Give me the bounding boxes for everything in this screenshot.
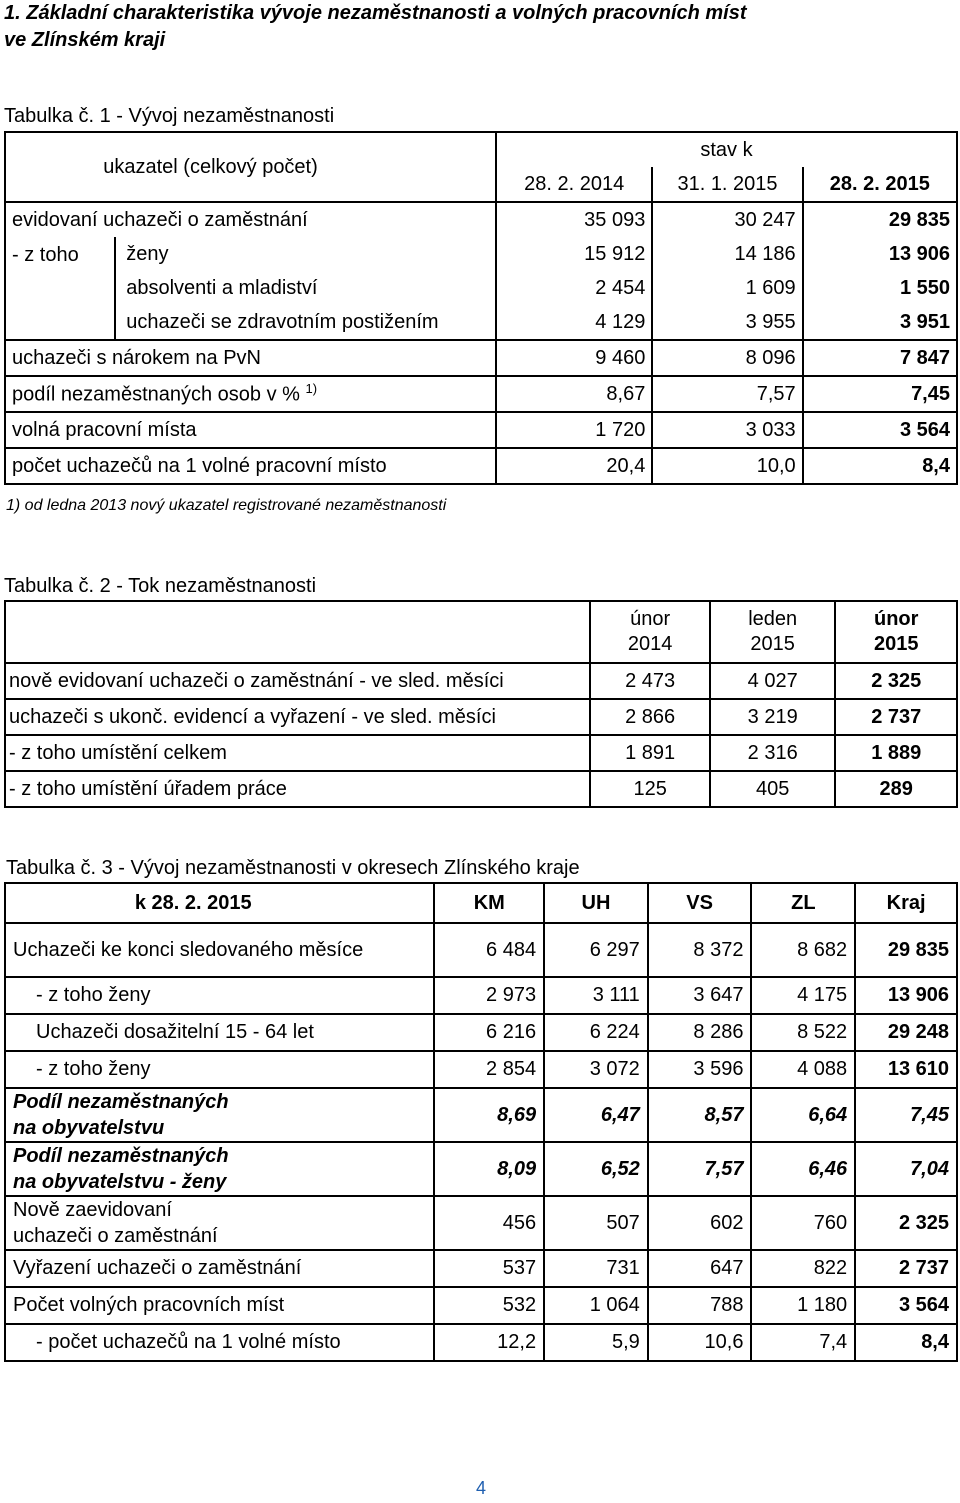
table3-cell: 6,46 (751, 1142, 855, 1196)
table1-cell: 10,0 (652, 448, 802, 484)
table3-cell: 4 175 (751, 977, 855, 1014)
table1-row-label: absolventi a mladiství (115, 271, 496, 305)
table3-row-label: - počet uchazečů na 1 volné místo (5, 1324, 434, 1361)
table1-row-label: uchazeči se zdravotním postižením (115, 305, 496, 340)
table1-cell: 29 835 (888, 208, 950, 231)
table2-cell: 2 325 (871, 669, 922, 692)
table1-row-label: uchazeči s nárokem na PvN (5, 340, 496, 376)
table2-cell: 3 219 (710, 699, 836, 735)
table-row (5, 699, 957, 735)
table3-col-0: KM (434, 883, 544, 923)
table3-cell: 6,64 (751, 1088, 855, 1142)
table3-cell: 7,4 (751, 1324, 855, 1361)
table3-cell: 788 (648, 1287, 752, 1324)
table2-col-1-l2: 2015 (750, 633, 795, 655)
table3-cell: 2 325 (898, 1211, 949, 1234)
table3-caption: Tabulka č. 3 - Vývoj nezaměstnanosti v okresech Zlínského kraje (6, 857, 580, 879)
table3-cell: 731 (544, 1250, 648, 1287)
footnote-marker: 1) (305, 381, 318, 397)
table1-col-0: 28. 2. 2014 (496, 167, 652, 202)
table1-cell: 35 093 (496, 202, 652, 237)
table3-cell: 5,9 (544, 1324, 648, 1361)
table2-cell: 2 316 (710, 735, 836, 771)
table1-cell: 3 564 (899, 418, 950, 441)
table2-row-label: nově evidovaní uchazeči o zaměstnání - ve sled. měsíci (5, 663, 590, 699)
table-row (5, 1196, 957, 1250)
table1-row-label-text: podíl nezaměstnaných osob v % (12, 383, 300, 406)
table3-row-label (5, 1196, 434, 1250)
table3-cell: 456 (434, 1196, 544, 1250)
table-row (5, 412, 957, 448)
table3-row-label: - z toho ženy (5, 1051, 434, 1088)
table3-cell: 822 (751, 1250, 855, 1287)
table3-cell: 8,4 (921, 1331, 949, 1353)
table-row (5, 923, 957, 977)
table1-header-label: ukazatel (celkový počet) (5, 132, 496, 202)
table2-col-0 (590, 601, 710, 663)
table2-cell: 4 027 (710, 663, 836, 699)
table2 (4, 600, 958, 808)
table-row (5, 1051, 957, 1088)
table1-col-2: 28. 2. 2015 (829, 172, 930, 195)
table1-cell: 1 609 (652, 271, 802, 305)
table3-cell: 2 854 (434, 1051, 544, 1088)
table1-cell: 1 550 (899, 276, 950, 299)
table1-row-label: ženy (115, 237, 496, 271)
table1-row-label: volná pracovní místa (5, 412, 496, 448)
table3-row-label-l1: Podíl nezaměstnaných (13, 1091, 229, 1113)
table3-cell: 8,57 (648, 1088, 752, 1142)
table3-cell: 537 (434, 1250, 544, 1287)
table2-col-2 (835, 601, 957, 663)
table-row (5, 340, 957, 376)
table1-header-row-1 (5, 132, 957, 167)
table3-cell: 4 088 (751, 1051, 855, 1088)
table1-cell: 8 096 (652, 340, 802, 376)
table3-cell: 7,04 (910, 1157, 949, 1180)
table3-row-label: - z toho ženy (5, 977, 434, 1014)
table3-row-label: Počet volných pracovních míst (5, 1287, 434, 1324)
table3-cell: 507 (544, 1196, 648, 1250)
table3-row-label: Uchazeči dosažitelní 15 - 64 let (5, 1014, 434, 1051)
table3-cell: 12,2 (434, 1324, 544, 1361)
table1-cell: 3 033 (652, 412, 802, 448)
table-row (5, 271, 957, 305)
table-row (5, 1250, 957, 1287)
table1-cell: 8,4 (922, 454, 950, 477)
table1-cell: 7,45 (911, 382, 950, 405)
table3-cell: 8 286 (648, 1014, 752, 1051)
table1-header-group: stav k (700, 138, 753, 161)
table-row (5, 237, 957, 271)
table3-cell: 3 072 (544, 1051, 648, 1088)
table3-cell: 13 610 (887, 1058, 949, 1080)
table-row (5, 1088, 957, 1142)
table2-row-label: - z toho umístění úřadem práce (5, 771, 590, 807)
table3-cell: 647 (648, 1250, 752, 1287)
table-row (5, 305, 957, 340)
table2-cell: 289 (879, 777, 913, 800)
table2-header-row (5, 601, 957, 663)
table2-col-2-l1: únor (874, 608, 919, 630)
table1-cell: 13 906 (888, 242, 950, 265)
table3-cell: 3 647 (648, 977, 752, 1014)
table1-row-label (5, 376, 496, 412)
table1-cell: 8,67 (496, 376, 652, 412)
table3-row-label-l2: na obyvatelstvu (13, 1117, 165, 1139)
table3-cell: 29 248 (887, 1021, 949, 1043)
table3-col-2: VS (648, 883, 752, 923)
table1-cell: 7,57 (652, 376, 802, 412)
table2-cell: 2 737 (871, 705, 922, 728)
table-row (5, 1014, 957, 1051)
table1 (4, 131, 958, 485)
table3-row-label-l2: uchazeči o zaměstnání (13, 1225, 218, 1247)
table3-col-3: ZL (751, 883, 855, 923)
table3 (4, 882, 958, 1362)
table3-cell: 1 064 (544, 1287, 648, 1324)
table2-row-label: uchazeči s ukonč. evidencí a vyřazení - ve sled. měsíci (5, 699, 590, 735)
table3-col-1: UH (544, 883, 648, 923)
table2-row-label: - z toho umístění celkem (5, 735, 590, 771)
table3-cell: 3 596 (648, 1051, 752, 1088)
table2-col-2-l2: 2015 (873, 633, 919, 655)
table3-col-4: Kraj (886, 891, 926, 914)
table1-cell: 3 955 (652, 305, 802, 340)
table3-cell: 8 682 (751, 923, 855, 977)
table3-cell: 3 111 (544, 977, 648, 1014)
table3-cell: 602 (648, 1196, 752, 1250)
table1-cell: 20,4 (496, 448, 652, 484)
table3-cell: 6 216 (434, 1014, 544, 1051)
table2-cell: 1 889 (871, 741, 922, 764)
table-row (5, 448, 957, 484)
table-row (5, 376, 957, 412)
table3-cell: 6 224 (544, 1014, 648, 1051)
table1-cell: 15 912 (496, 237, 652, 271)
table3-cell: 13 906 (887, 984, 949, 1006)
table3-header-row (5, 883, 957, 923)
table2-cell: 2 473 (590, 663, 710, 699)
table3-cell: 8,69 (434, 1088, 544, 1142)
table3-cell: 6,52 (544, 1142, 648, 1196)
table3-cell: 7,57 (648, 1142, 752, 1196)
page-number: 4 (476, 1478, 487, 1498)
table2-cell: 125 (590, 771, 710, 807)
table2-col-0-l1: únor (630, 608, 671, 630)
table3-cell: 7,45 (910, 1103, 949, 1126)
table3-cell: 8 522 (751, 1014, 855, 1051)
table3-cell: 6 297 (544, 923, 648, 977)
heading-line-1: 1. Základní charakteristika vývoje nezaměstnanosti a volných pracovních míst (4, 2, 747, 24)
table1-row-label: počet uchazečů na 1 volné pracovní místo (5, 448, 496, 484)
table3-cell: 6,47 (544, 1088, 648, 1142)
table2-cell: 1 891 (590, 735, 710, 771)
table1-cell: 3 951 (899, 310, 950, 333)
table3-row-label (5, 1088, 434, 1142)
table1-row-prefix: - z toho (5, 237, 115, 340)
table3-header-label: k 28. 2. 2015 (5, 883, 434, 923)
table-row (5, 1324, 957, 1361)
table1-cell: 9 460 (496, 340, 652, 376)
table3-cell: 10,6 (648, 1324, 752, 1361)
table3-cell: 2 737 (898, 1257, 949, 1279)
table1-row-label: evidovaní uchazeči o zaměstnání (5, 202, 496, 237)
table3-row-label-l1: Nově zaevidovaní (13, 1199, 172, 1221)
heading-line-2: ve Zlínském kraji (4, 29, 166, 51)
table2-col-0-l2: 2014 (627, 633, 673, 655)
table1-cell: 4 129 (496, 305, 652, 340)
table-row (5, 663, 957, 699)
table3-cell: 8,09 (434, 1142, 544, 1196)
table1-cell: 14 186 (652, 237, 802, 271)
table-row (5, 771, 957, 807)
table3-row-label: Vyřazení uchazeči o zaměstnání (5, 1250, 434, 1287)
table2-col-1 (710, 601, 836, 663)
table1-col-1: 31. 1. 2015 (652, 167, 802, 202)
table-row (5, 735, 957, 771)
table-row (5, 202, 957, 237)
table2-cell: 2 866 (590, 699, 710, 735)
table3-cell: 760 (751, 1196, 855, 1250)
table1-cell: 30 247 (652, 202, 802, 237)
table3-cell: 2 973 (434, 977, 544, 1014)
table3-cell: 1 180 (751, 1287, 855, 1324)
table1-footnote: 1) od ledna 2013 nový ukazatel registrované nezaměstnanosti (6, 497, 447, 514)
table2-cell: 405 (710, 771, 836, 807)
table3-row-label-l2: na obyvatelstvu - ženy (13, 1171, 227, 1193)
table1-cell: 2 454 (496, 271, 652, 305)
table2-header-blank (5, 601, 590, 663)
table3-cell: 6 484 (434, 923, 544, 977)
table3-row-label-l1: Podíl nezaměstnaných (13, 1145, 229, 1167)
table1-caption: Tabulka č. 1 - Vývoj nezaměstnanosti (4, 105, 335, 127)
table-row (5, 1287, 957, 1324)
table2-col-1-l1: leden (748, 608, 798, 630)
table3-cell: 8 372 (648, 923, 752, 977)
table-row (5, 1142, 957, 1196)
table3-cell: 29 835 (887, 938, 949, 961)
table1-cell: 1 720 (496, 412, 652, 448)
table2-caption: Tabulka č. 2 - Tok nezaměstnanosti (4, 575, 317, 597)
table3-cell: 532 (434, 1287, 544, 1324)
table-row (5, 977, 957, 1014)
table3-row-label: Uchazeči ke konci sledovaného měsíce (5, 923, 434, 977)
table1-cell: 7 847 (899, 346, 950, 369)
page-heading (4, 0, 954, 54)
table3-row-label (5, 1142, 434, 1196)
table3-cell: 3 564 (898, 1294, 949, 1316)
